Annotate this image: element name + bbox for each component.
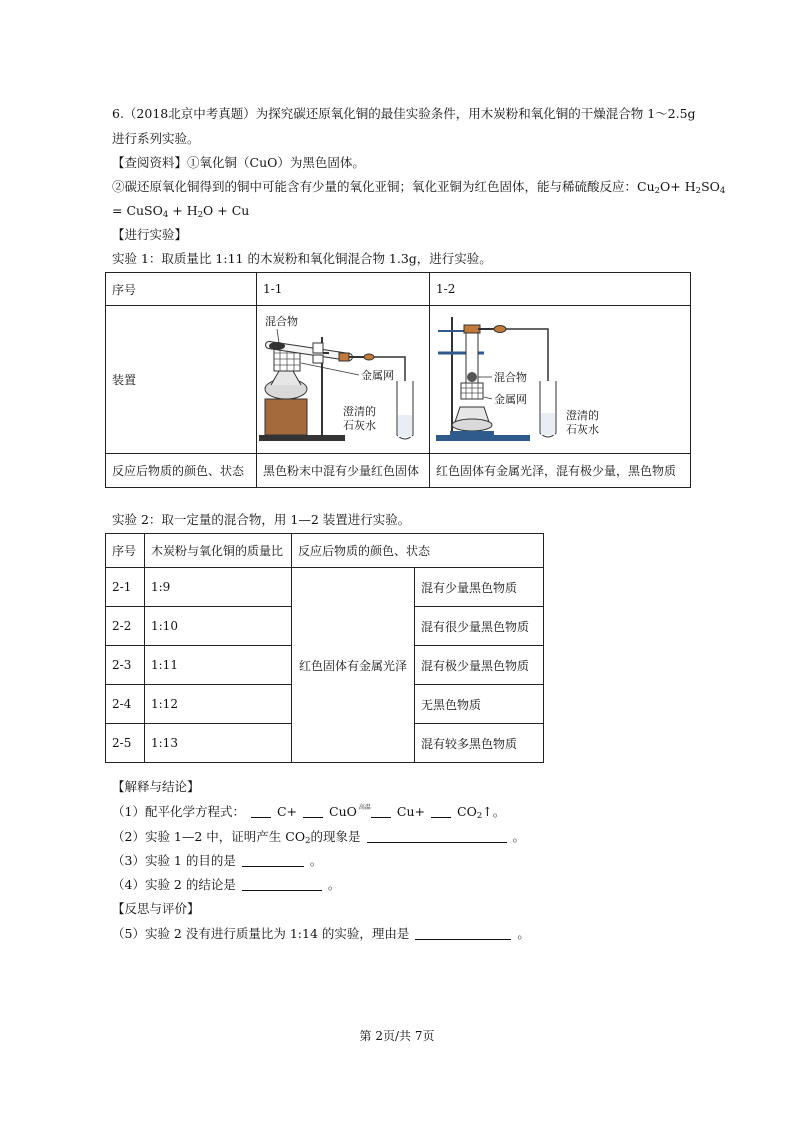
- exp2-header-cell: 木炭粉与氧化铜的质量比: [145, 534, 292, 568]
- answer-blank[interactable]: [303, 805, 323, 818]
- exp1-intro: 实验 1：取质量比 1:11 的木炭粉和氧化铜混合物 1.3g，进行实验。: [112, 251, 492, 266]
- exp2-id-cell: 2-4: [106, 685, 145, 724]
- exp1-result-1: 黑色粉末中混有少量红色固体: [257, 454, 430, 488]
- exp2-header-cell: 反应后物质的颜色、状态: [292, 534, 544, 568]
- exp2-id-cell: 2-3: [106, 646, 145, 685]
- exp2-result-cell: 无黑色物质: [415, 685, 544, 724]
- fig1-mixture-label: 混合物: [265, 314, 298, 328]
- answer-blank[interactable]: [367, 830, 507, 843]
- exp1-header-cell: 1-2: [430, 273, 691, 306]
- question-5: （5）实验 2 没有进行质量比为 1:14 的实验，理由是 。: [112, 926, 530, 941]
- question-line-1: 6.（2018北京中考真题）为探究碳还原氧化铜的最佳实验条件，用木炭粉和氧化铜的干燥混合物 1～2.5g: [112, 106, 696, 121]
- exp1-header-row: [106, 273, 691, 306]
- exp2-intro: 实验 2：取一定量的混合物，用 1—2 装置进行实验。: [112, 512, 411, 527]
- exp2-ratio-cell: 1:11: [145, 646, 292, 685]
- fig2-mixture-label: 混合物: [494, 370, 527, 384]
- info-heading: 【查阅资料】①氧化铜（CuO）为黑色固体。: [112, 155, 365, 170]
- fig2-lime-label-2: 石灰水: [566, 422, 599, 436]
- reaction-condition: 高温: [358, 804, 371, 811]
- exp1-header-cell: 1-1: [257, 273, 430, 306]
- apparatus-1-1-cell: [257, 306, 430, 454]
- exp2-ratio-cell: 1:10: [145, 607, 292, 646]
- exp2-id-cell: 2-5: [106, 724, 145, 763]
- fig1-lime-label-1: 澄清的: [343, 404, 376, 418]
- exp2-header-row: [106, 534, 544, 568]
- exp2-header-cell: 序号: [106, 534, 145, 568]
- exp1-table: [105, 272, 691, 488]
- exp2-shared-result-cell: 红色固体有金属光泽: [292, 568, 415, 763]
- exp1-header-cell: 序号: [106, 273, 257, 306]
- question-4: （4）实验 2 的结论是 。: [112, 877, 341, 892]
- info-line-3: = CuSO$_4$ + $H_2O + Cu$: [112, 203, 250, 220]
- info-line-2: ②碳还原氧化铜得到的铜中可能含有少量的氧化亚铜；氧化亚铜为红色固体，能与稀硫酸反应：$Cu_2O+ H_2SO_4$: [112, 179, 726, 196]
- question-line-2: 进行系列实验。: [112, 131, 200, 146]
- exp2-ratio-cell: 1:12: [145, 685, 292, 724]
- conclusion-heading: 【解释与结论】: [112, 779, 200, 794]
- answer-blank[interactable]: [242, 878, 322, 891]
- question-3: （3）实验 1 的目的是 。: [112, 853, 323, 868]
- exp2-id-cell: 2-1: [106, 568, 145, 607]
- answer-blank[interactable]: [431, 805, 451, 818]
- page-footer: 第 2页/共 7页: [359, 1029, 435, 1043]
- fig1-mesh-label: 金属网: [361, 368, 394, 382]
- answer-blank[interactable]: [251, 805, 271, 818]
- exp1-result-2: 红色固体有金属光泽，混有极少量，黑色物质: [430, 454, 691, 488]
- exp1-result-row: [106, 454, 691, 488]
- experiment-heading: 【进行实验】: [112, 227, 188, 242]
- question-1: （1）配平化学方程式： C+ CuO $^{高温}$ $Cu+ CO_2↑$。: [112, 804, 506, 821]
- exp1-device-label: 装置: [106, 306, 257, 454]
- apparatus-1-2-cell: [430, 306, 691, 454]
- exp2-ratio-cell: 1:9: [145, 568, 292, 607]
- exp2-ratio-cell: 1:13: [145, 724, 292, 763]
- fig2-mesh-label: 金属网: [494, 392, 527, 406]
- exp2-result-cell: 混有较多黑色物质: [415, 724, 544, 763]
- answer-blank[interactable]: [242, 854, 304, 867]
- exp2-result-cell: 混有少量黑色物质: [415, 568, 544, 607]
- reflection-heading: 【反思与评价】: [112, 901, 200, 916]
- exp2-result-cell: 混有极少量黑色物质: [415, 646, 544, 685]
- fig1-lime-label-2: 石灰水: [343, 418, 376, 432]
- exp2-table: [105, 533, 544, 763]
- question-2: （2）实验 1—2 中，证明产生 $CO_2$的现象是 。: [112, 829, 526, 846]
- fig2-lime-label-1: 澄清的: [566, 408, 599, 422]
- apparatus-1-1-diagram: [257, 307, 429, 453]
- exp1-result-label: 反应后物质的颜色、状态: [106, 454, 257, 488]
- answer-blank[interactable]: [371, 805, 391, 818]
- answer-blank[interactable]: [415, 927, 511, 940]
- exp1-device-row: [106, 306, 691, 454]
- table-row: [106, 568, 544, 607]
- exp2-id-cell: 2-2: [106, 607, 145, 646]
- exp2-result-cell: 混有很少量黑色物质: [415, 607, 544, 646]
- apparatus-1-2-diagram: [430, 307, 690, 453]
